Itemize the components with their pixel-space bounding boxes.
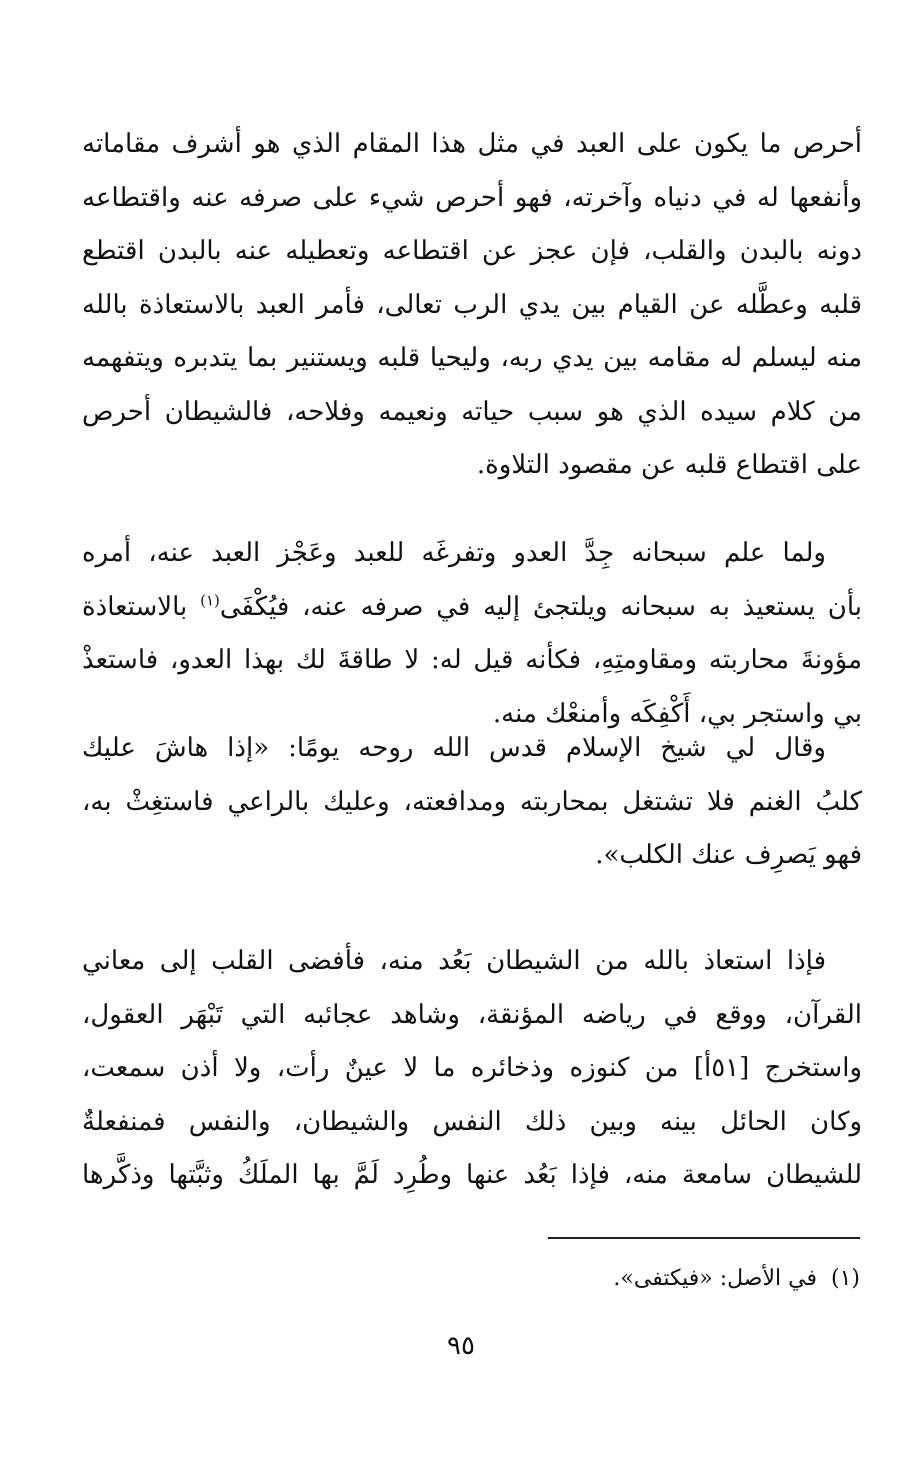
text-line: من كلام سيده الذي هو سبب حياته ونعيمه وفلاحه، فالشيطان أحرص [82,396,862,427]
text-line: أحرص ما يكون على العبد في مثل هذا المقام الذي هو أشرف مقاماته [82,129,862,159]
footnote-reference: (١) [200,590,220,609]
text-line: دونه بالبدن والقلب، فإن عجز عن اقتطاعه وتعطيله عنه بالبدن اقتطع [82,236,862,266]
text-line: قلبه وعطَّله عن القيام بين يدي الرب تعالى، فأمر العبد بالاستعاذة بالله [82,289,862,320]
text-line: واستخرج [٥١أ] من كنوزه وذخائره ما لا عينٌ رأت، ولا أذن سمعت، [82,1053,862,1083]
text-line: فهو يَصرِف عنك الكلب». [595,840,862,870]
paragraph-2 [82,527,862,741]
text-line: القرآن، ووقع في رياضه المؤنقة، وشاهد عجائبه التي تَبْهَر العقول، [82,999,862,1030]
paragraph-1 [82,118,862,493]
text-line: منه ليسلم له مقامه بين يدي ربه، وليحيا قلبه ويستنير بما يتدبره ويتفهمه [82,343,862,373]
text-line: فإذا استعاذ بالله من الشيطان بَعُد منه، فأفضى القلب إلى معاني [82,946,826,976]
paragraph-4 [82,935,862,1203]
text-line: وأنفعها له في دنياه وآخرته، فهو أحرص شيء على صرفه عنه واقتطاعه [82,182,862,213]
text-line: وكان الحائل بينه وبين ذلك النفس والشيطان، والنفس فمنفعلةٌ [82,1106,862,1137]
text-line-with-footnote [82,581,862,635]
footnote-number: (١) [830,1266,860,1291]
paragraph-3 [82,722,862,883]
text-line: كلبُ الغنم فلا تشتغل بمحاربته ومدافعته، وعليك بالراعي فاستغِثْ به، [82,786,862,817]
text-line: ولما علم سبحانه جِدَّ العدو وتفرغَه للعبد وعَجْز العبد عنه، أمره [82,538,826,568]
footnote [613,1262,860,1296]
page-number: ٩٥ [447,1331,475,1361]
text-fragment: بالاستعاذة [82,591,201,622]
text-fragment: بأن يستعيذ به سبحانه ويلتجئ إليه في صرفه عنه، فيُكْفَى [219,591,862,622]
text-line: وقال لي شيخ الإسلام قدس الله روحه يومًا: «إذا هاشَ عليك [82,733,826,763]
footnote-text: في الأصل: «فيكتفى». [613,1266,817,1291]
footnote-divider [548,1237,860,1239]
text-line: بي واستجر بي، أَكْفِكَه وأمنعْك منه. [492,698,862,729]
text-line: مؤونةَ محاربته ومقاومتِهِ، فكأنه قيل له: لا طاقةَ لك بهذا العدو، فاستعذْ [82,645,862,675]
text-line: على اقتطاع قلبه عن مقصود التلاوة. [476,450,862,480]
text-line: للشيطان سامعة منه، فإذا بَعُد عنها وطُرِد لَمَّ بها الملَكُ وثبَّتها وذكَّرها [82,1160,862,1190]
